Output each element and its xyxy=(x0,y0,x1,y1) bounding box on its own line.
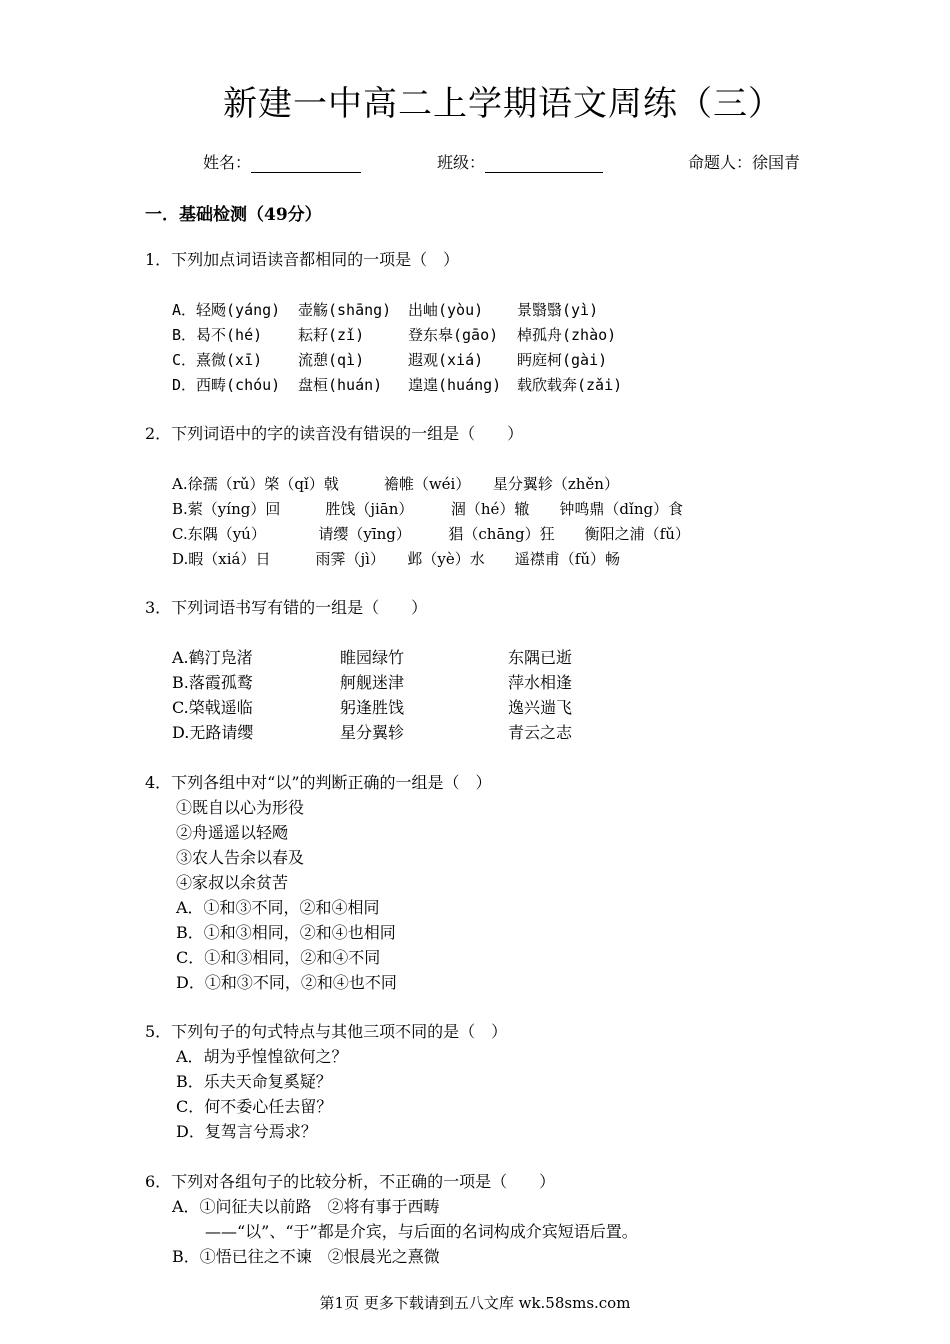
question-5-option-b: B．乐夫天命复奚疑？ xyxy=(176,1072,332,1091)
question-4-item: ①既自以心为形役 xyxy=(176,798,305,817)
question-2-stem: 2．下列词语中的字的读音没有错误的一组是（ ） xyxy=(145,424,524,443)
class-blank xyxy=(485,154,603,173)
question-4-stem: 4．下列各组中对“以”的判断正确的一组是（ ） xyxy=(145,773,492,792)
document-page: 新建一中高二上学期语文周练（三） 姓名： 班级： 命题人：徐国青 一．基础检测（49分） 1．下列加点词语读音都相同的一项是（ ） A．轻飏(yáng) 壶觞(shāng) 出岫(yòu) 景翳翳(yì) B．曷不(hé) 耘耔(zǐ) 登东皋(gāo) 棹孤舟(zhào) C．熹微(xī) 流憩(qì) 遐观(xiá) 眄庭柯(gài) D．西畴(chóu) 盘桓(huán) 遑遑(huáng) 载欣载奔(zǎi) 2．下列词语中的字的读音没有错误的一组是（ ） A.徐孺（rǔ）棨（qǐ）戟 襜帷（wéi） 星分翼轸（zhěn） B.萦（yíng）回 胜饯（jiān） 涸（hé）辙 钟鸣鼎（dǐng）食 C.东隅（yú） 请缨（yīng） 猖（chāng）狂 衡阳之浦（fǔ） D.暇（xiá）日 雨霁（jì） 邺（yè）水 遥襟甫（fǔ）畅 3．下列词语书写有错的一组是（ ） A.鹤汀凫渚 睢园绿竹 东隅已逝 B.落霞孤鹜 舸舰迷津 萍水相逢 C.棨戟遥临 躬逢胜饯 逸兴遄飞 D.无路请缨 星分翼轸 青云之志 4．下列各组中对“以”的判断正确的一组是（ ） ①既自以心为形役 ②舟遥遥以轻飏 ③农人告余以春及 ④家叔以余贫苦 A．①和③不同，②和④相同 B．①和③相同，②和④也相同 C．①和③相同，②和④不同 D．①和③不同，②和④也不同 5．下列句子的句式特点与其他三项不同的是（ ） A．胡为乎惶惶欲何之？ B．乐夫天命复奚疑？ C．何不委心任去留？ D．复驾言兮焉求？ 6．下列对各组句子的比较分析，不正确的一项是（ ） A．①问征夫以前路 ②将有事于西畴 ——“以”、“于”都是介宾，与后面的名词构成介宾短语后置。 B．①悟已往之不谏 ②恨晨光之熹微 第1页 更多下载请到五八文库 wk.58sms.com xyxy=(0,0,950,1344)
question-4-option-b: B．①和③相同，②和④也相同 xyxy=(176,923,396,942)
question-2-option-a: A.徐孺（rǔ）棨（qǐ）戟 襜帷（wéi） 星分翼轸（zhěn） xyxy=(172,475,619,493)
class-label: 班级： xyxy=(437,153,486,172)
page-footer: 第1页 更多下载请到五八文库 wk.58sms.com xyxy=(319,1294,631,1312)
question-2-option-d: D.暇（xiá）日 雨霁（jì） 邺（yè）水 遥襟甫（fǔ）畅 xyxy=(172,550,620,568)
question-2-option-c: C.东隅（yú） 请缨（yīng） 猖（chāng）狂 衡阳之浦（fǔ） xyxy=(172,525,690,543)
question-6-option-a: A．①问征夫以前路 ②将有事于西畴 xyxy=(172,1197,440,1216)
question-4-item: ③农人告余以春及 xyxy=(176,848,305,867)
name-label: 姓名： xyxy=(203,153,252,172)
question-4-item: ②舟遥遥以轻飏 xyxy=(176,823,289,842)
question-6-option-a-note: ——“以”、“于”都是介宾，与后面的名词构成介宾短语后置。 xyxy=(205,1222,638,1241)
question-5-option-c: C．何不委心任去留？ xyxy=(176,1097,333,1116)
question-6-stem: 6．下列对各组句子的比较分析，不正确的一项是（ ） xyxy=(145,1172,556,1191)
question-5-option-d: D．复驾言兮焉求？ xyxy=(176,1122,317,1141)
question-4-option-d: D．①和③不同，②和④也不同 xyxy=(176,973,397,992)
question-4-item: ④家叔以余贫苦 xyxy=(176,873,289,892)
name-blank xyxy=(251,154,361,173)
class-field xyxy=(437,150,603,173)
section-heading: 一．基础检测（49分） xyxy=(145,205,322,225)
question-5-option-a: A．胡为乎惶惶欲何之？ xyxy=(176,1047,348,1066)
question-2-option-b: B.萦（yíng）回 胜饯（jiān） 涸（hé）辙 钟鸣鼎（dǐng）食 xyxy=(172,500,684,518)
page-title: 新建一中高二上学期语文周练（三） xyxy=(223,84,783,124)
question-4-option-c: C．①和③相同，②和④不同 xyxy=(176,948,381,967)
question-5-stem: 5．下列句子的句式特点与其他三项不同的是（ ） xyxy=(145,1022,508,1041)
author-label: 命题人：徐国青 xyxy=(688,153,801,172)
question-6-option-b: B．①悟已往之不谏 ②恨晨光之熹微 xyxy=(172,1247,440,1266)
name-field xyxy=(203,150,361,173)
question-4-option-a: A．①和③不同，②和④相同 xyxy=(176,898,380,917)
question-3-stem: 3．下列词语书写有错的一组是（ ） xyxy=(145,598,428,617)
question-1-stem: 1．下列加点词语读音都相同的一项是（ ） xyxy=(145,250,460,269)
